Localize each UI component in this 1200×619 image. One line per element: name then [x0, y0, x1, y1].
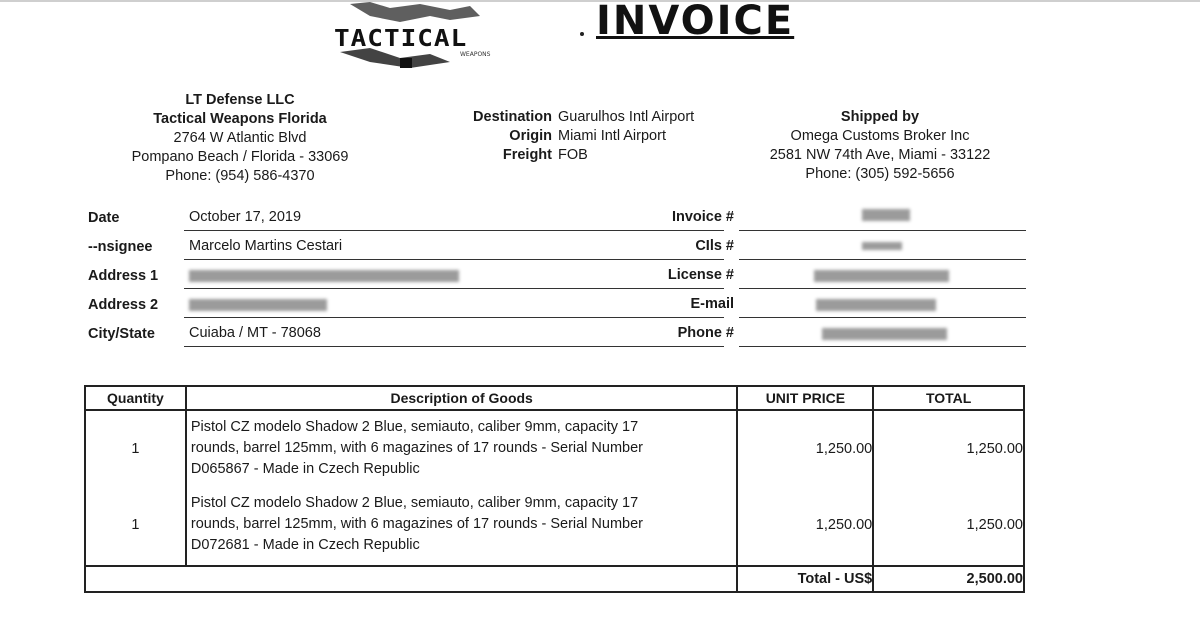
item-unit-price: 1,250.00 [737, 484, 873, 566]
address1-row [84, 263, 1026, 291]
item-desc-line: D072681 - Made in Czech Republic [190, 537, 420, 553]
freight-value: FOB [558, 147, 588, 163]
cils-underline [739, 259, 1026, 260]
shipper-heading: Shipped by [840, 109, 920, 125]
company-logo [330, 2, 510, 70]
license-underline [739, 288, 1026, 289]
invoice-number-underline [739, 230, 1026, 231]
destination-row [440, 108, 740, 127]
seller-block [104, 91, 376, 186]
redacted-address2 [189, 299, 327, 311]
date-row [84, 205, 1026, 233]
item-description [186, 484, 738, 566]
total-row [85, 566, 1024, 592]
item-total: 1,250.00 [873, 413, 1024, 484]
table-row [85, 413, 1024, 484]
shipping-route-block [440, 108, 740, 165]
shipper-block [740, 108, 1020, 184]
city-underline [184, 346, 724, 347]
date-value: October 17, 2019 [189, 209, 302, 225]
seller-company: LT Defense LLC [185, 92, 295, 108]
item-desc-line: Pistol CZ modelo Shadow 2 Blue, semiauto, caliber 9mm, capacity 17 [190, 495, 639, 511]
seller-city: Pompano Beach / Florida - 33069 [131, 149, 349, 165]
consignee-row [84, 234, 1026, 262]
destination-value: Guarulhos Intl Airport [558, 109, 695, 125]
shipper-phone: Phone: (305) 592-5656 [805, 166, 955, 182]
item-total: 1,250.00 [873, 484, 1024, 566]
redacted-cils [862, 242, 902, 250]
shipper-address: 2581 NW 74th Ave, Miami - 33122 [769, 147, 991, 163]
item-desc-line: D065867 - Made in Czech Republic [190, 461, 420, 477]
logo-wordmark: TACTICAL [334, 25, 468, 53]
address1-label: Address 1 [88, 268, 159, 284]
item-quantity: 1 [85, 413, 186, 484]
seller-address: 2764 W Atlantic Blvd [173, 130, 307, 146]
redacted-email [816, 299, 936, 311]
total-row-filler [85, 566, 737, 592]
table-header-row [85, 386, 1024, 410]
freight-row [440, 146, 740, 165]
destination-label: Destination [473, 109, 552, 125]
city-value: Cuiaba / MT - 78068 [189, 325, 321, 341]
city-label: City/State [88, 326, 155, 342]
origin-label: Origin [509, 128, 552, 144]
redacted-phone [822, 328, 947, 340]
consignee-label: ‐‐nsignee [88, 239, 153, 255]
header-total: TOTAL [873, 386, 1024, 410]
address2-label: Address 2 [88, 297, 159, 313]
redacted-invoice-number [862, 209, 910, 221]
email-underline [739, 317, 1026, 318]
phone-label: Phone # [677, 325, 734, 341]
seller-name: Tactical Weapons Florida [153, 111, 327, 127]
item-desc-line: rounds, barrel 125mm, with 6 magazines of 17 rounds - Serial Number [190, 516, 644, 532]
origin-row [440, 127, 740, 146]
email-label: E-mail [690, 296, 734, 312]
seller-phone: Phone: (954) 586-4370 [165, 168, 315, 184]
shipper-name: Omega Customs Broker Inc [790, 128, 970, 144]
cils-label: CIls # [695, 238, 734, 254]
item-unit-price: 1,250.00 [737, 413, 873, 484]
header-quantity: Quantity [85, 386, 186, 410]
item-desc-line: rounds, barrel 125mm, with 6 magazines of 17 rounds - Serial Number [190, 440, 644, 456]
grand-total: 2,500.00 [873, 566, 1024, 592]
goods-table [84, 385, 1025, 593]
item-desc-line: Pistol CZ modelo Shadow 2 Blue, semiauto, caliber 9mm, capacity 17 [190, 419, 639, 435]
phone-underline [739, 346, 1026, 347]
item-description [186, 413, 738, 484]
header-description: Description of Goods [186, 386, 738, 410]
freight-label: Freight [502, 147, 552, 163]
origin-value: Miami Intl Airport [558, 128, 666, 144]
table-row [85, 484, 1024, 566]
invoice-title: INVOICE [596, 0, 795, 44]
title-dot [580, 32, 584, 36]
item-quantity: 1 [85, 484, 186, 566]
address2-row [84, 292, 1026, 320]
total-label: Total - US$ [737, 566, 873, 592]
redacted-address1 [189, 270, 459, 282]
redacted-license [814, 270, 949, 282]
consignee-value: Marcelo Martins Cestari [189, 238, 343, 254]
consignee-underline [184, 259, 724, 260]
header-unit-price: UNIT PRICE [737, 386, 873, 410]
license-label: License # [667, 267, 734, 283]
city-row [84, 321, 1026, 349]
date-underline [184, 230, 724, 231]
address1-underline [184, 288, 724, 289]
invoice-number-label: Invoice # [671, 209, 734, 225]
date-label: Date [88, 210, 120, 226]
address2-underline [184, 317, 724, 318]
svg-text:WEAPONS: WEAPONS [460, 51, 491, 58]
